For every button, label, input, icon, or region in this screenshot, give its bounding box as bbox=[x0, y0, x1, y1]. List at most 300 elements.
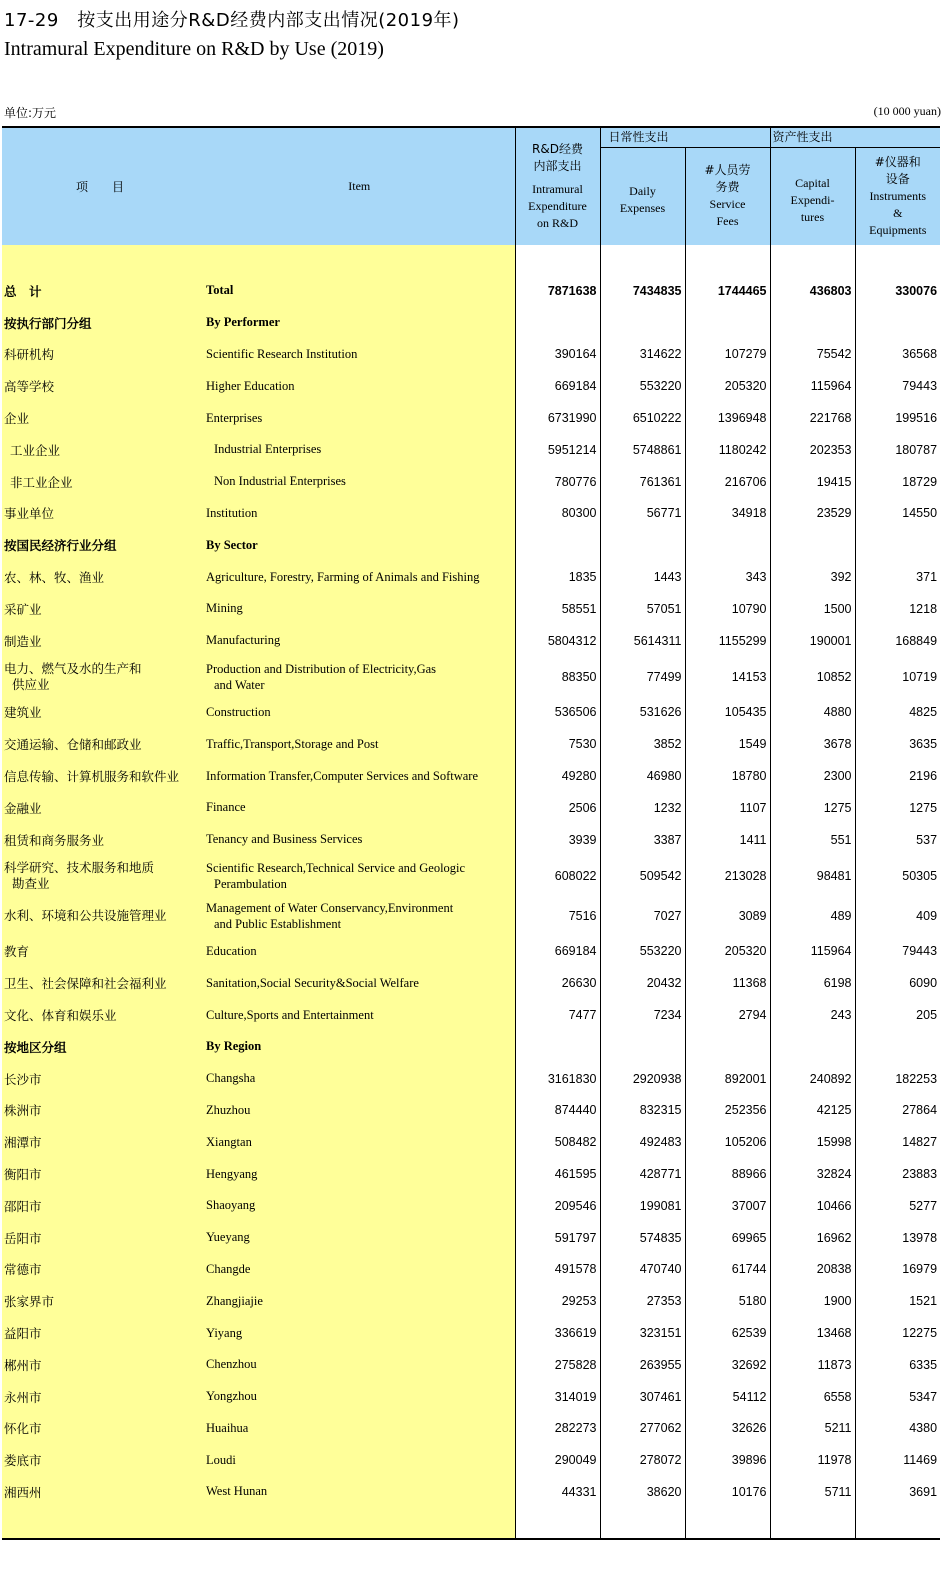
table-end-row bbox=[2, 1508, 940, 1539]
row-label-en-text: Chenzhou bbox=[206, 1357, 257, 1372]
header-item-cn: 项 目 bbox=[2, 127, 204, 245]
value-cell: 390164 bbox=[515, 339, 600, 371]
row-label-en-text: Xiangtan bbox=[206, 1134, 252, 1149]
value-cell: 491578 bbox=[515, 1254, 600, 1286]
value-cell: 29253 bbox=[515, 1285, 600, 1317]
unit-label-cn: 单位:万元 bbox=[4, 106, 57, 120]
header-item-en: Item bbox=[204, 127, 515, 245]
value-cell: 243 bbox=[770, 999, 855, 1031]
table-row bbox=[2, 1349, 940, 1381]
row-label-en-text: Agriculture, Forestry, Farming of Animals and Fishing bbox=[206, 569, 480, 584]
row-label-en-text: By Performer bbox=[206, 315, 280, 330]
row-label-en bbox=[204, 561, 515, 593]
row-label-en-text: Yiyang bbox=[206, 1325, 243, 1340]
row-label-en-text: Shaoyang bbox=[206, 1198, 256, 1213]
value-cell: 12275 bbox=[855, 1317, 940, 1349]
value-cell: 3691 bbox=[855, 1476, 940, 1508]
row-label-en bbox=[204, 1413, 515, 1445]
value-cell: 263955 bbox=[600, 1349, 685, 1381]
value-cell: 574835 bbox=[600, 1222, 685, 1254]
value-cell: 20838 bbox=[770, 1254, 855, 1286]
row-label-en-text: Zhuzhou bbox=[206, 1102, 251, 1117]
row-label-en-text: Mining bbox=[206, 601, 243, 616]
row-label-cn-text: 非工业企业 bbox=[10, 474, 73, 490]
value-cell: 4380 bbox=[855, 1413, 940, 1445]
row-label-cn-text-line2: 供应业 bbox=[12, 676, 50, 692]
row-label-en bbox=[204, 434, 515, 466]
value-cell: 307461 bbox=[600, 1381, 685, 1413]
page-title-cn: 17-29 按支出用途分R&D经费内部支出情况(2019年) bbox=[4, 10, 460, 31]
row-label-cn bbox=[2, 1285, 204, 1317]
value-cell: 2196 bbox=[855, 760, 940, 792]
row-label-en bbox=[204, 697, 515, 729]
row-label-cn bbox=[2, 466, 204, 498]
row-label-en-text: Hengyang bbox=[206, 1166, 258, 1181]
value-cell: 1155299 bbox=[685, 625, 770, 657]
table-row bbox=[2, 1254, 940, 1286]
table-row bbox=[2, 824, 940, 856]
value-cell: 278072 bbox=[600, 1444, 685, 1476]
value-cell: 7516 bbox=[515, 896, 600, 936]
row-label-en-text: Scientific Research,Technical Service and Geologic bbox=[206, 860, 466, 875]
value-cell: 18729 bbox=[855, 466, 940, 498]
value-cell: 216706 bbox=[685, 466, 770, 498]
value-cell: 27864 bbox=[855, 1095, 940, 1127]
row-label-cn bbox=[2, 434, 204, 466]
row-label-en-text: Information Transfer,Computer Services and Software bbox=[206, 768, 479, 783]
value-cell: 105206 bbox=[685, 1126, 770, 1158]
value-cell: 7477 bbox=[515, 999, 600, 1031]
value-cell: 2300 bbox=[770, 760, 855, 792]
row-label-cn-text: 企业 bbox=[4, 411, 30, 427]
value-cell: 115964 bbox=[770, 936, 855, 968]
value-cell: 290049 bbox=[515, 1444, 600, 1476]
row-label-en bbox=[204, 1349, 515, 1381]
row-label-cn-text-line2: 勘查业 bbox=[12, 875, 50, 891]
value-cell: 509542 bbox=[600, 856, 685, 896]
row-label-en-text: Enterprises bbox=[206, 410, 263, 425]
row-label-cn bbox=[2, 402, 204, 434]
value-cell: 470740 bbox=[600, 1254, 685, 1286]
row-label-en-text: Traffic,Transport,Storage and Post bbox=[206, 736, 379, 751]
row-label-cn-text: 教育 bbox=[4, 944, 30, 960]
value-cell: 26630 bbox=[515, 967, 600, 999]
row-label-en bbox=[204, 792, 515, 824]
row-label-cn bbox=[2, 896, 204, 936]
row-label-en bbox=[204, 760, 515, 792]
value-cell: 13468 bbox=[770, 1317, 855, 1349]
row-label-en bbox=[204, 967, 515, 999]
row-label-en-text: Management of Water Conservancy,Environment bbox=[206, 900, 454, 915]
value-cell: 77499 bbox=[600, 657, 685, 697]
row-label-en bbox=[204, 529, 515, 561]
row-label-en bbox=[204, 1126, 515, 1158]
value-cell: 531626 bbox=[600, 697, 685, 729]
table-row bbox=[2, 999, 940, 1031]
row-label-en bbox=[204, 370, 515, 402]
header-col-instruments: #仪器和 设备 Instruments & Equipments bbox=[855, 147, 940, 245]
row-label-cn-text: 事业单位 bbox=[4, 506, 55, 522]
value-cell: 20432 bbox=[600, 967, 685, 999]
value-cell: 10790 bbox=[685, 593, 770, 625]
row-label-cn bbox=[2, 561, 204, 593]
value-cell: 436803 bbox=[770, 275, 855, 307]
row-label-cn-text: 水利、环境和公共设施管理业 bbox=[4, 907, 167, 923]
value-cell: 13978 bbox=[855, 1222, 940, 1254]
row-label-cn-text: 张家界市 bbox=[4, 1294, 55, 1310]
row-label-en-text: Scientific Research Institution bbox=[206, 346, 358, 361]
value-cell: 1396948 bbox=[685, 402, 770, 434]
value-cell: 489 bbox=[770, 896, 855, 936]
value-cell: 36568 bbox=[855, 339, 940, 371]
value-cell bbox=[515, 307, 600, 339]
row-label-cn bbox=[2, 728, 204, 760]
value-cell: 314019 bbox=[515, 1381, 600, 1413]
value-cell bbox=[685, 1031, 770, 1063]
value-cell: 669184 bbox=[515, 370, 600, 402]
table-row bbox=[2, 1095, 940, 1127]
row-label-en-text: Culture,Sports and Entertainment bbox=[206, 1007, 374, 1022]
row-label-cn-text: 科研机构 bbox=[4, 347, 55, 363]
value-cell: 88966 bbox=[685, 1158, 770, 1190]
value-cell: 202353 bbox=[770, 434, 855, 466]
row-label-en-text: West Hunan bbox=[206, 1484, 268, 1499]
value-cell: 252356 bbox=[685, 1095, 770, 1127]
value-cell bbox=[770, 307, 855, 339]
value-cell: 11368 bbox=[685, 967, 770, 999]
value-cell: 190001 bbox=[770, 625, 855, 657]
value-cell: 44331 bbox=[515, 1476, 600, 1508]
table-row bbox=[2, 792, 940, 824]
table-row bbox=[2, 339, 940, 371]
value-cell: 199516 bbox=[855, 402, 940, 434]
value-cell: 56771 bbox=[600, 498, 685, 530]
value-cell: 75542 bbox=[770, 339, 855, 371]
table-row bbox=[2, 856, 940, 896]
row-label-en bbox=[204, 1031, 515, 1063]
value-cell: 1744465 bbox=[685, 275, 770, 307]
table-row bbox=[2, 498, 940, 530]
value-cell: 551 bbox=[770, 824, 855, 856]
value-cell: 1275 bbox=[770, 792, 855, 824]
row-label-cn bbox=[2, 1317, 204, 1349]
value-cell: 780776 bbox=[515, 466, 600, 498]
value-cell: 323151 bbox=[600, 1317, 685, 1349]
value-cell: 38620 bbox=[600, 1476, 685, 1508]
value-cell: 3939 bbox=[515, 824, 600, 856]
value-cell: 5804312 bbox=[515, 625, 600, 657]
row-label-cn-text: 电力、燃气及水的生产和 bbox=[4, 660, 142, 676]
row-label-cn-text: 永州市 bbox=[4, 1389, 42, 1405]
value-cell: 180787 bbox=[855, 434, 940, 466]
row-label-cn bbox=[2, 1063, 204, 1095]
row-label-cn-text: 建筑业 bbox=[4, 705, 42, 721]
value-cell: 5711 bbox=[770, 1476, 855, 1508]
table-row bbox=[2, 1285, 940, 1317]
value-cell: 537 bbox=[855, 824, 940, 856]
value-cell: 409 bbox=[855, 896, 940, 936]
value-cell: 608022 bbox=[515, 856, 600, 896]
row-label-cn bbox=[2, 1476, 204, 1508]
row-label-en-text: Manufacturing bbox=[206, 633, 281, 648]
table-row bbox=[2, 1031, 940, 1063]
value-cell: 314622 bbox=[600, 339, 685, 371]
row-label-en-text: Construction bbox=[206, 704, 271, 719]
value-cell: 874440 bbox=[515, 1095, 600, 1127]
value-cell: 669184 bbox=[515, 936, 600, 968]
row-label-cn bbox=[2, 1095, 204, 1127]
value-cell: 69965 bbox=[685, 1222, 770, 1254]
row-label-en-text: Yongzhou bbox=[206, 1389, 257, 1404]
value-cell: 7027 bbox=[600, 896, 685, 936]
value-cell: 2506 bbox=[515, 792, 600, 824]
value-cell: 54112 bbox=[685, 1381, 770, 1413]
row-label-cn-text: 工业企业 bbox=[10, 442, 61, 458]
row-label-cn bbox=[2, 856, 204, 896]
table-header bbox=[2, 127, 940, 245]
row-label-cn-text: 信息传输、计算机服务和软件业 bbox=[4, 769, 180, 785]
value-cell: 277062 bbox=[600, 1413, 685, 1445]
table-row bbox=[2, 1158, 940, 1190]
row-label-cn bbox=[2, 1158, 204, 1190]
value-cell bbox=[685, 307, 770, 339]
value-cell: 32692 bbox=[685, 1349, 770, 1381]
value-cell: 1443 bbox=[600, 561, 685, 593]
value-cell: 46980 bbox=[600, 760, 685, 792]
value-cell: 1521 bbox=[855, 1285, 940, 1317]
row-label-cn bbox=[2, 370, 204, 402]
value-cell: 11873 bbox=[770, 1349, 855, 1381]
value-cell: 6090 bbox=[855, 967, 940, 999]
value-cell: 428771 bbox=[600, 1158, 685, 1190]
value-cell: 23529 bbox=[770, 498, 855, 530]
value-cell: 240892 bbox=[770, 1063, 855, 1095]
value-cell: 461595 bbox=[515, 1158, 600, 1190]
value-cell bbox=[600, 1031, 685, 1063]
row-label-en bbox=[204, 1190, 515, 1222]
row-label-cn bbox=[2, 625, 204, 657]
value-cell: 832315 bbox=[600, 1095, 685, 1127]
row-label-en bbox=[204, 625, 515, 657]
row-label-en bbox=[204, 1476, 515, 1508]
value-cell bbox=[600, 529, 685, 561]
table-row bbox=[2, 1381, 940, 1413]
row-label-en bbox=[204, 1063, 515, 1095]
value-cell: 18780 bbox=[685, 760, 770, 792]
table-row bbox=[2, 370, 940, 402]
row-label-en-text: Finance bbox=[206, 800, 246, 815]
value-cell: 330076 bbox=[855, 275, 940, 307]
table-row bbox=[2, 434, 940, 466]
row-label-cn-text: 农、林、牧、渔业 bbox=[4, 570, 105, 586]
value-cell: 4880 bbox=[770, 697, 855, 729]
value-cell: 37007 bbox=[685, 1190, 770, 1222]
table-row bbox=[2, 1190, 940, 1222]
row-label-cn-text: 金融业 bbox=[4, 800, 42, 816]
value-cell: 10176 bbox=[685, 1476, 770, 1508]
value-cell: 7530 bbox=[515, 728, 600, 760]
row-label-en-text: Industrial Enterprises bbox=[214, 442, 322, 457]
row-label-cn bbox=[2, 1381, 204, 1413]
row-label-cn bbox=[2, 339, 204, 371]
row-label-en-text: Changde bbox=[206, 1261, 251, 1276]
value-cell: 209546 bbox=[515, 1190, 600, 1222]
row-label-en bbox=[204, 1222, 515, 1254]
row-label-en-text: Changsha bbox=[206, 1071, 256, 1086]
row-label-cn-text: 益阳市 bbox=[4, 1326, 42, 1341]
value-cell: 1275 bbox=[855, 792, 940, 824]
table-body bbox=[2, 245, 940, 1539]
table-row bbox=[2, 307, 940, 339]
row-label-en bbox=[204, 307, 515, 339]
row-label-cn bbox=[2, 697, 204, 729]
value-cell: 5211 bbox=[770, 1413, 855, 1445]
row-label-en-text: Total bbox=[206, 283, 234, 298]
table-row bbox=[2, 1444, 940, 1476]
row-label-en-text-line2: and Water bbox=[214, 677, 265, 692]
value-cell: 98481 bbox=[770, 856, 855, 896]
value-cell: 42125 bbox=[770, 1095, 855, 1127]
row-label-en bbox=[204, 1381, 515, 1413]
table-row bbox=[2, 466, 940, 498]
row-label-cn-text: 湘潭市 bbox=[4, 1135, 42, 1151]
row-label-cn bbox=[2, 657, 204, 697]
row-label-cn-text: 卫生、社会保障和社会福利业 bbox=[4, 976, 167, 992]
value-cell: 182253 bbox=[855, 1063, 940, 1095]
value-cell bbox=[515, 1031, 600, 1063]
value-cell: 392 bbox=[770, 561, 855, 593]
row-label-cn bbox=[2, 936, 204, 968]
data-table-container bbox=[2, 126, 940, 1540]
value-cell: 14827 bbox=[855, 1126, 940, 1158]
value-cell: 16962 bbox=[770, 1222, 855, 1254]
value-cell: 14153 bbox=[685, 657, 770, 697]
value-cell: 11978 bbox=[770, 1444, 855, 1476]
row-label-cn-text: 交通运输、仓储和邮政业 bbox=[4, 737, 142, 753]
row-label-en bbox=[204, 824, 515, 856]
row-label-en bbox=[204, 728, 515, 760]
table-row bbox=[2, 593, 940, 625]
row-label-cn-text: 制造业 bbox=[4, 633, 42, 649]
table-row bbox=[2, 1476, 940, 1508]
value-cell: 205 bbox=[855, 999, 940, 1031]
value-cell: 39896 bbox=[685, 1444, 770, 1476]
header-group-daily: 日常性支出 bbox=[600, 127, 770, 147]
value-cell: 14550 bbox=[855, 498, 940, 530]
table-row bbox=[2, 896, 940, 936]
value-cell: 27353 bbox=[600, 1285, 685, 1317]
row-label-en bbox=[204, 402, 515, 434]
value-cell: 1549 bbox=[685, 728, 770, 760]
value-cell: 6335 bbox=[855, 1349, 940, 1381]
value-cell: 591797 bbox=[515, 1222, 600, 1254]
row-label-en bbox=[204, 657, 515, 697]
table-row bbox=[2, 728, 940, 760]
value-cell: 61744 bbox=[685, 1254, 770, 1286]
row-label-cn-text: 湘西州 bbox=[4, 1484, 42, 1500]
row-label-en-text: Huaihua bbox=[206, 1420, 249, 1435]
value-cell: 5347 bbox=[855, 1381, 940, 1413]
value-cell: 371 bbox=[855, 561, 940, 593]
row-label-en-text: Yueyang bbox=[206, 1230, 250, 1245]
table-row bbox=[2, 967, 940, 999]
row-label-cn-text: 株洲市 bbox=[4, 1103, 42, 1119]
table-row bbox=[2, 1063, 940, 1095]
value-cell: 1107 bbox=[685, 792, 770, 824]
value-cell bbox=[515, 529, 600, 561]
row-label-en bbox=[204, 1254, 515, 1286]
row-label-cn-text: 怀化市 bbox=[4, 1421, 42, 1437]
row-label-en bbox=[204, 856, 515, 896]
header-group-capital: 资产性支出 bbox=[770, 127, 940, 147]
value-cell: 3387 bbox=[600, 824, 685, 856]
row-label-cn-text: 采矿业 bbox=[4, 601, 42, 617]
value-cell: 88350 bbox=[515, 657, 600, 697]
value-cell: 6731990 bbox=[515, 402, 600, 434]
value-cell: 10852 bbox=[770, 657, 855, 697]
row-label-cn bbox=[2, 1190, 204, 1222]
header-col-service-fees: #人员劳 务费 Service Fees bbox=[685, 147, 770, 245]
table-row bbox=[2, 402, 940, 434]
value-cell bbox=[770, 1031, 855, 1063]
row-label-cn-text: 岳阳市 bbox=[4, 1230, 42, 1246]
value-cell: 15998 bbox=[770, 1126, 855, 1158]
value-cell: 3635 bbox=[855, 728, 940, 760]
row-label-cn bbox=[2, 529, 204, 561]
row-label-en-text: Loudi bbox=[206, 1452, 236, 1467]
value-cell: 16979 bbox=[855, 1254, 940, 1286]
row-label-cn-text: 按国民经济行业分组 bbox=[4, 538, 117, 554]
value-cell bbox=[685, 529, 770, 561]
row-label-en bbox=[204, 498, 515, 530]
value-cell: 1218 bbox=[855, 593, 940, 625]
value-cell: 50305 bbox=[855, 856, 940, 896]
value-cell: 1180242 bbox=[685, 434, 770, 466]
value-cell: 5277 bbox=[855, 1190, 940, 1222]
header-col-rd-expenditure: R&D经费 内部支出 Intramural Expenditure on R&D bbox=[515, 127, 600, 245]
value-cell: 508482 bbox=[515, 1126, 600, 1158]
row-label-en bbox=[204, 1444, 515, 1476]
row-label-cn bbox=[2, 967, 204, 999]
row-label-cn bbox=[2, 275, 204, 307]
value-cell: 205320 bbox=[685, 936, 770, 968]
value-cell: 32626 bbox=[685, 1413, 770, 1445]
value-cell: 553220 bbox=[600, 936, 685, 968]
value-cell: 7871638 bbox=[515, 275, 600, 307]
row-label-en-text: By Sector bbox=[206, 537, 258, 552]
value-cell: 213028 bbox=[685, 856, 770, 896]
value-cell: 2794 bbox=[685, 999, 770, 1031]
row-label-cn bbox=[2, 1031, 204, 1063]
value-cell: 221768 bbox=[770, 402, 855, 434]
value-cell: 3089 bbox=[685, 896, 770, 936]
data-table bbox=[2, 126, 940, 1540]
row-label-cn-text: 按地区分组 bbox=[4, 1039, 67, 1055]
value-cell: 19415 bbox=[770, 466, 855, 498]
row-label-en-text-line2: and Public Establishment bbox=[214, 916, 342, 931]
value-cell: 5951214 bbox=[515, 434, 600, 466]
row-label-cn-text: 娄底市 bbox=[4, 1453, 42, 1469]
value-cell: 32824 bbox=[770, 1158, 855, 1190]
table-row bbox=[2, 529, 940, 561]
row-label-en-text: Higher Education bbox=[206, 378, 295, 393]
value-cell: 199081 bbox=[600, 1190, 685, 1222]
row-label-en-text: Tenancy and Business Services bbox=[206, 832, 363, 847]
row-label-cn bbox=[2, 1444, 204, 1476]
table-row bbox=[2, 657, 940, 697]
row-label-cn bbox=[2, 307, 204, 339]
value-cell: 6198 bbox=[770, 967, 855, 999]
